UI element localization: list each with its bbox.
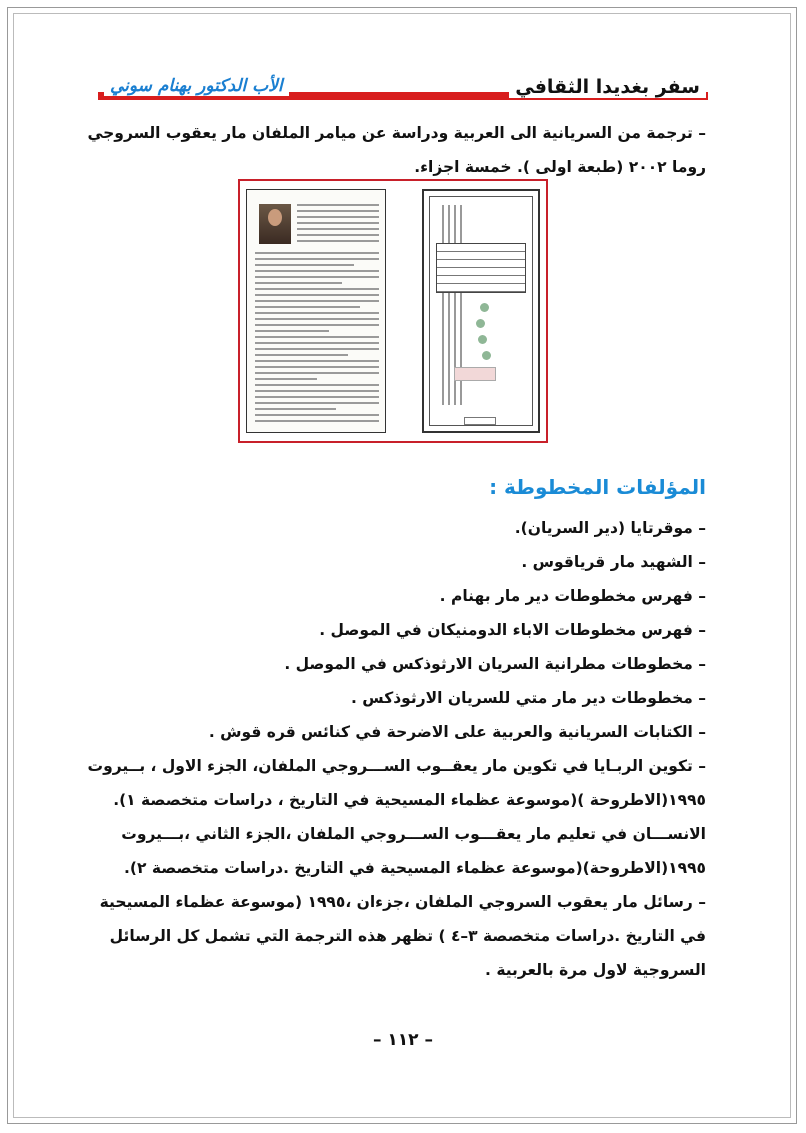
list-item: – رسائل مار يعقوب السروجي الملفان ،جزءان ،١٩٩٥ (موسوعة عظماء المسيحية <box>99 893 706 911</box>
manuscript-works-list <box>87 511 706 987</box>
back-cover-text <box>297 204 379 246</box>
front-cover-title <box>436 243 526 293</box>
intro-line: روما ٢٠٠٢ (طبعة اولى ). خمسة اجزاء. <box>414 158 706 176</box>
list-item: – تكوين الربـايا في تكوين مار يعقــوب الســـروجي الملفان، الجزء الاول ، بــيروت <box>87 757 706 775</box>
book-covers-image <box>238 179 548 443</box>
front-cover-label <box>454 367 496 381</box>
list-item: – مخطوطات دير مار متي للسريان الارثوذكس . <box>351 689 706 707</box>
list-item: – الشهيد مار قرياقوس . <box>521 553 706 571</box>
intro-paragraph <box>87 116 706 184</box>
list-item: – فهرس مخطوطات دير مار بهنام . <box>439 587 706 605</box>
list-item: في التاريخ .دراسات متخصصة ٣–٤ ) تظهر هذه الترجمة التي تشمل كل الرسائل <box>109 927 706 945</box>
author-title: الأب الدكتور بهنام سوني <box>104 76 289 96</box>
list-item: الانســـان في تعليم مار يعقـــوب الســـروجي الملفان ،الجزء الثاني ،بـــيروت <box>121 825 706 843</box>
list-item: ١٩٩٥(الاطروحة )(موسوعة عظماء المسيحية في التاريخ ، دراسات متخصصة ١). <box>113 791 706 809</box>
list-item: – فهرس مخطوطات الاباء الدومنيكان في الموصل . <box>319 621 706 639</box>
page-number: – ١١٢ – <box>373 1030 433 1050</box>
intro-line: – ترجمة من السريانية الى العربية ودراسة عن ميامر الملفان مار يعقوب السروجي <box>87 124 706 142</box>
list-item: السروجية لاول مرة بالعربية . <box>485 961 706 979</box>
back-cover-text <box>255 252 379 426</box>
list-item: – مخطوطات مطرانية السريان الارثوذكس في الموصل . <box>284 655 706 673</box>
book-back-cover <box>246 189 386 433</box>
list-item: ١٩٩٥(الاطروحة)(موسوعة عظماء المسيحية في التاريخ .دراسات متخصصة ٢). <box>123 859 706 877</box>
book-front-cover <box>422 189 540 433</box>
list-item: – موقرتايا (دير السريان). <box>514 519 706 537</box>
list-item: – الكتابات السريانية والعربية على الاضرحة في كنائس قره قوش . <box>208 723 706 741</box>
series-title: سفر بغديدا الثقافي <box>509 76 706 98</box>
section-heading: المؤلفات المخطوطة : <box>489 475 706 499</box>
author-photo <box>259 204 291 244</box>
